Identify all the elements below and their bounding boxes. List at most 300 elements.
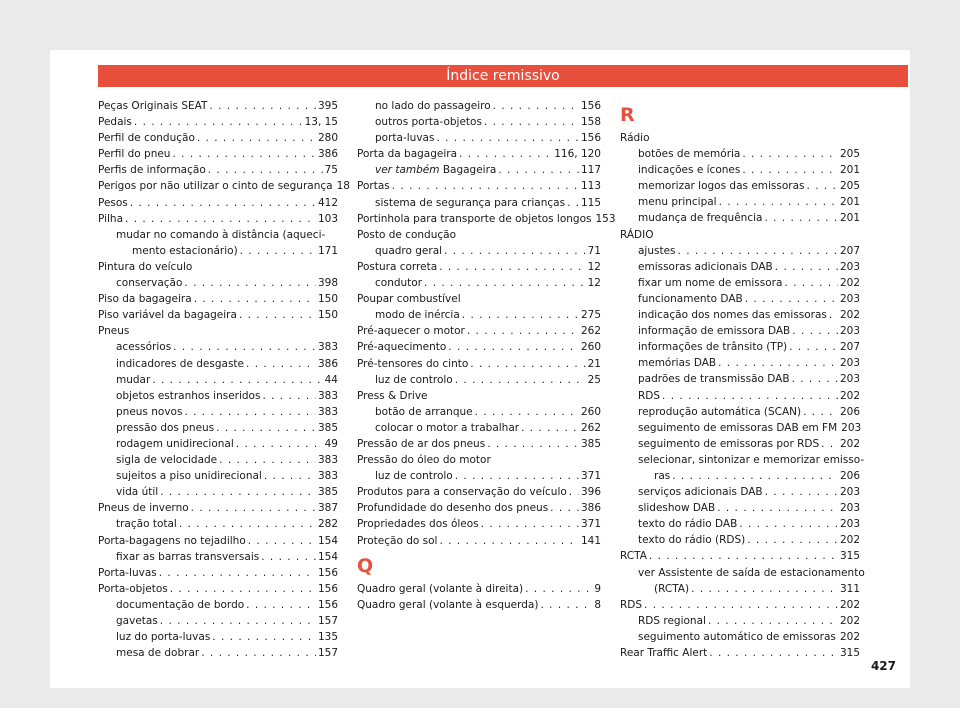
- entry-text: Porta da bagageira: [357, 148, 458, 161]
- page-reference: 150: [317, 293, 338, 306]
- dot-leader: [239, 307, 316, 323]
- entry-text: seguimento de emissoras por RDS: [638, 437, 820, 450]
- page-reference: 44: [324, 373, 338, 386]
- page-reference: 203: [839, 373, 860, 386]
- page-reference: 113: [580, 180, 601, 193]
- index-subentry: [98, 275, 338, 291]
- entry-text: Rear Traffic Alert: [620, 647, 708, 659]
- page-reference: 201: [839, 196, 860, 209]
- page-reference: 117: [580, 164, 601, 177]
- entry-text: Postura correta: [357, 260, 438, 273]
- page-reference: 202: [839, 534, 860, 547]
- page-reference: 9: [594, 582, 601, 595]
- entry-text: modo de inércia: [375, 309, 460, 322]
- entry-text: Pressão de ar dos pneus: [357, 437, 486, 450]
- entry-text: seguimento de emissoras DAB em FM: [638, 421, 838, 434]
- entry-text: fixar um nome de emissora: [638, 276, 783, 289]
- entry-text: fixar as barras transversais: [116, 550, 260, 563]
- entry-text: Porta-objetos: [98, 582, 168, 595]
- entry-text: botões de memória: [638, 148, 741, 161]
- index-subentry: [620, 291, 860, 307]
- page-reference: 396: [580, 486, 601, 499]
- page-reference: 156: [317, 582, 338, 595]
- index-subentry: [98, 629, 338, 645]
- section-letter: Q: [357, 554, 374, 577]
- dot-leader: [521, 420, 579, 436]
- entry-text: Pedais: [98, 116, 132, 129]
- page-reference: 49: [324, 437, 338, 450]
- entry-text: Perfis de informação: [98, 164, 206, 177]
- dot-leader: [644, 597, 838, 613]
- index-entry: [98, 114, 338, 130]
- dot-leader: [784, 275, 838, 291]
- entry-text: Perfil de condução: [98, 132, 195, 145]
- entry-text: porta-luvas: [375, 132, 435, 145]
- dot-leader: [439, 259, 585, 275]
- dot-leader: [134, 114, 303, 130]
- entry-text: texto do rádio DAB: [638, 518, 738, 531]
- dot-leader: [484, 114, 579, 130]
- entry-text: RDS regional: [638, 614, 706, 627]
- dot-leader: [709, 645, 838, 661]
- dot-leader: [829, 307, 838, 323]
- dot-leader: [448, 339, 579, 355]
- page-reference: 203: [839, 325, 860, 338]
- index-entry: [620, 548, 860, 564]
- entry-text: pneus novos: [116, 405, 183, 418]
- page-reference: 383: [317, 389, 338, 402]
- dot-leader: [550, 500, 579, 516]
- index-subentry: [620, 323, 860, 339]
- entry-text: Pesos: [98, 196, 128, 209]
- dot-leader: [160, 484, 316, 500]
- page-reference: 13, 15: [304, 116, 338, 129]
- page-title: Índice remissivo: [98, 65, 908, 87]
- page-reference: 371: [580, 470, 601, 483]
- entry-text: Propriedades dos óleos: [357, 518, 479, 531]
- entry-text: Pré-tensores do cinto: [357, 357, 469, 370]
- index-entry: [98, 195, 338, 211]
- index-entry: [98, 533, 338, 549]
- page-reference: 141: [580, 534, 601, 547]
- page-reference: 75: [324, 164, 338, 177]
- entry-text: memórias DAB: [638, 357, 717, 370]
- index-entry: [357, 597, 601, 613]
- entry-text: indicação dos nomes das emissoras: [638, 309, 827, 322]
- index-entry: [357, 533, 601, 549]
- entry-text: Profundidade do desenho dos pneus: [357, 502, 549, 515]
- entry-text: RCTA: [620, 550, 647, 563]
- index-subentry: [357, 275, 601, 291]
- dot-leader: [439, 533, 579, 549]
- index-entry: Poupar combustível: [357, 293, 461, 306]
- dot-leader: [191, 500, 316, 516]
- dot-leader: [672, 468, 838, 484]
- page-reference: 8: [594, 598, 601, 611]
- dot-leader: [444, 243, 586, 259]
- index-subentry: [357, 468, 601, 484]
- entry-text: (RCTA): [654, 582, 690, 595]
- page-reference: 387: [317, 502, 338, 515]
- index-subentry: ver Assistente de saída de estacionamento: [638, 566, 865, 579]
- index-subentry: [620, 355, 860, 371]
- index-subentry: [357, 243, 601, 259]
- dot-leader: [172, 146, 315, 162]
- entry-text: Pneus de inverno: [98, 502, 189, 515]
- index-entry: [98, 162, 338, 178]
- index-column-2: [357, 98, 616, 613]
- index-subentry: [98, 613, 338, 629]
- index-subentry: [620, 162, 860, 178]
- entry-text: pressão dos pneus: [116, 421, 215, 434]
- entry-text: colocar o motor a trabalhar: [375, 421, 520, 434]
- page-reference: 205: [839, 148, 860, 161]
- index-entry: [357, 146, 601, 162]
- index-subentry: [357, 307, 601, 323]
- entry-text: conservação: [116, 277, 183, 290]
- dot-leader: [152, 372, 322, 388]
- entry-text: luz do porta-luvas: [116, 631, 211, 644]
- dot-leader: [424, 275, 586, 291]
- page-reference: 156: [317, 598, 338, 611]
- entry-text: slideshow DAB: [638, 502, 716, 515]
- index-column-3: [620, 98, 865, 661]
- dot-leader: [498, 162, 579, 178]
- index-entry: [98, 291, 338, 307]
- entry-text: Porta-luvas: [98, 566, 157, 579]
- index-subentry: [357, 404, 601, 420]
- entry-text: Pilha: [98, 212, 124, 225]
- index-subentry: [98, 404, 338, 420]
- dot-leader: [745, 291, 838, 307]
- page-reference: 18: [336, 180, 350, 193]
- page-reference: 150: [317, 309, 338, 322]
- index-subentry: [98, 549, 338, 565]
- page-reference: 206: [839, 469, 860, 482]
- page-reference: 158: [580, 116, 601, 129]
- index-entry: [620, 597, 860, 613]
- dot-leader: [436, 130, 579, 146]
- section-letter: R: [620, 104, 635, 126]
- dot-leader: [194, 291, 316, 307]
- index-subentry: [357, 372, 601, 388]
- index-subentry: [620, 484, 860, 500]
- cross-reference-target: Bagageira: [442, 164, 497, 177]
- dot-leader: [208, 162, 323, 178]
- entry-text: tração total: [116, 518, 177, 531]
- entry-text: texto do rádio (RDS): [638, 534, 746, 547]
- dot-leader: [248, 533, 316, 549]
- page-reference: 386: [317, 148, 338, 161]
- index-subentry: [98, 243, 338, 259]
- dot-leader: [739, 516, 838, 532]
- page-reference: 386: [580, 502, 601, 515]
- index-subentry: [98, 484, 338, 500]
- index-subentry: [357, 195, 601, 211]
- page-reference: 203: [839, 518, 860, 531]
- page-reference: 201: [839, 212, 860, 225]
- page-reference: 203: [839, 260, 860, 273]
- index-subentry: [620, 581, 860, 597]
- index-subentry: [98, 420, 338, 436]
- dot-leader: [246, 356, 316, 372]
- dot-leader: [775, 259, 838, 275]
- dot-leader: [821, 436, 838, 452]
- page-reference: 205: [839, 180, 860, 193]
- page-reference: 386: [317, 357, 338, 370]
- entry-text: informação de emissora DAB: [638, 325, 791, 338]
- dot-leader: [803, 404, 838, 420]
- page-reference: 383: [317, 405, 338, 418]
- dot-leader: [264, 468, 316, 484]
- index-subentry: [98, 436, 338, 452]
- page-reference: 115: [580, 196, 601, 209]
- dot-leader: [197, 130, 316, 146]
- entry-text: quadro geral: [375, 244, 443, 257]
- page-reference: 371: [580, 518, 601, 531]
- entry-text: reprodução automática (SCAN): [638, 405, 802, 418]
- index-subentry: [620, 388, 860, 404]
- entry-text: sigla de velocidade: [116, 454, 218, 467]
- dot-leader: [493, 98, 579, 114]
- page-reference: 116, 120: [554, 148, 601, 161]
- index-entry: Pintura do veículo: [98, 260, 193, 273]
- dot-leader: [691, 581, 838, 597]
- page-reference: 260: [580, 341, 601, 354]
- entry-text: menu principal: [638, 196, 717, 209]
- dot-leader: [216, 420, 316, 436]
- page-reference: 171: [317, 244, 338, 257]
- dot-leader: [209, 98, 316, 114]
- page-reference: 202: [839, 614, 860, 627]
- dot-leader: [262, 388, 316, 404]
- index-subentry: [357, 114, 601, 130]
- index-entry: [357, 356, 601, 372]
- entry-text: [375, 162, 496, 178]
- index-subentry: [98, 516, 338, 532]
- index-subentry: [98, 356, 338, 372]
- page-reference: 12: [587, 277, 601, 290]
- entry-text: funcionamento DAB: [638, 292, 743, 305]
- index-entry: [98, 581, 338, 597]
- entry-text: mento estacionário): [132, 244, 238, 257]
- page-reference: 201: [839, 164, 860, 177]
- index-page: [50, 50, 910, 688]
- entry-text: Pré-aquecer o motor: [357, 325, 465, 338]
- entry-text: Quadro geral (volante à direita): [357, 582, 524, 595]
- index-entry: [620, 645, 860, 661]
- page-reference: 203: [839, 502, 860, 515]
- dot-leader: [708, 613, 838, 629]
- index-subentry: [98, 339, 338, 355]
- dot-leader: [201, 645, 316, 661]
- index-subentry: [620, 613, 860, 629]
- entry-text: Porta-bagagens no tejadilho: [98, 534, 246, 547]
- page-reference: 135: [317, 631, 338, 644]
- dot-leader: [392, 178, 579, 194]
- entry-text: outros porta-objetos: [375, 116, 482, 129]
- index-subentry: [357, 98, 601, 114]
- dot-leader: [475, 404, 579, 420]
- entry-text: botão de arranque: [375, 405, 473, 418]
- page-reference: 157: [317, 615, 338, 627]
- entry-text: sujeitos a piso unidirecional: [116, 470, 262, 483]
- page-reference: 385: [580, 437, 601, 450]
- dot-leader: [792, 371, 838, 387]
- dot-leader: [184, 404, 316, 420]
- page-reference: 385: [317, 486, 338, 499]
- entry-text: mudar: [116, 373, 151, 386]
- page-reference: 383: [317, 341, 338, 354]
- page-reference: 385: [317, 421, 338, 434]
- page-reference: 311: [839, 582, 860, 595]
- page-reference: 315: [839, 550, 860, 563]
- dot-leader: [742, 146, 838, 162]
- entry-text: Portinhola para transporte de objetos longos: [357, 212, 592, 225]
- dot-leader: [678, 243, 838, 259]
- index-subentry: [620, 371, 860, 387]
- index-subentry: [620, 532, 860, 548]
- dot-leader: [540, 597, 592, 613]
- entry-text: Perfil do pneu: [98, 148, 171, 161]
- dot-leader: [125, 211, 316, 227]
- entry-text: objetos estranhos inseridos: [116, 389, 261, 402]
- dot-leader: [807, 178, 838, 194]
- entry-text: RDS: [620, 598, 643, 611]
- page-reference: 103: [317, 212, 338, 225]
- page-reference: 156: [317, 566, 338, 579]
- page-reference: 398: [317, 277, 338, 290]
- page-number: 427: [870, 659, 896, 673]
- dot-leader: [459, 146, 552, 162]
- dot-leader: [718, 355, 838, 371]
- dot-leader: [261, 549, 316, 565]
- page-reference: 262: [580, 421, 601, 434]
- dot-leader: [184, 275, 316, 291]
- index-entry: [98, 211, 338, 227]
- page-reference: 156: [580, 132, 601, 145]
- dot-leader: [789, 339, 838, 355]
- entry-text: serviços adicionais DAB: [638, 486, 763, 499]
- page-reference: 260: [580, 405, 601, 418]
- page-reference: 383: [317, 454, 338, 467]
- index-entry: [98, 98, 338, 114]
- dot-leader: [567, 195, 579, 211]
- index-subentry: [620, 243, 860, 259]
- index-subentry: [620, 210, 860, 226]
- entry-text: mudança de frequência: [638, 212, 763, 225]
- entry-text: luz de controlo: [375, 470, 453, 483]
- entry-text: gavetas: [116, 615, 158, 627]
- page-reference: 154: [317, 550, 338, 563]
- dot-leader: [455, 468, 579, 484]
- index-subentry: [620, 194, 860, 210]
- dot-leader: [219, 452, 316, 468]
- index-subentry: [98, 468, 338, 484]
- index-subentry: [357, 130, 601, 146]
- page-reference: 207: [839, 244, 860, 257]
- dot-leader: [481, 516, 579, 532]
- page-reference: 157: [317, 647, 338, 660]
- entry-text: condutor: [375, 277, 423, 290]
- index-subentry: [98, 645, 338, 661]
- index-entry: Rádio: [620, 132, 650, 144]
- index-subentry: [98, 597, 338, 613]
- entry-text: memorizar logos das emissoras: [638, 180, 805, 193]
- page-reference: 202: [839, 276, 860, 289]
- index-subentry: [620, 468, 860, 484]
- dot-leader: [462, 307, 579, 323]
- index-subentry: [620, 307, 860, 323]
- dot-leader: [569, 484, 579, 500]
- entry-text: Piso variável da bagageira: [98, 309, 237, 322]
- index-subentry: [620, 259, 860, 275]
- entry-text: sistema de segurança para crianças: [375, 196, 566, 209]
- index-entry: RÁDIO: [620, 228, 654, 241]
- index-subentry: [620, 339, 860, 355]
- index-entry: Posto de condução: [357, 228, 456, 241]
- index-subentry: [620, 629, 860, 645]
- entry-text: Peças Originais SEAT: [98, 100, 208, 112]
- page-reference: 282: [317, 518, 338, 531]
- entry-text: RDS: [638, 389, 661, 402]
- dot-leader: [765, 484, 838, 500]
- index-subentry: [98, 452, 338, 468]
- index-entry: [357, 484, 601, 500]
- index-subentry: selecionar, sintonizar e memorizar emisso-: [638, 453, 865, 466]
- index-entry: Pressão do óleo do motor: [357, 454, 491, 467]
- index-entry: [98, 146, 338, 162]
- entry-text: Produtos para a conservação do veículo: [357, 486, 567, 499]
- entry-text: Piso da bagageira: [98, 293, 192, 306]
- dot-leader: [747, 532, 838, 548]
- index-subentry: [620, 500, 860, 516]
- page-reference: 21: [587, 357, 601, 370]
- index-subentry: [98, 372, 338, 388]
- index-entry: Press & Drive: [357, 389, 428, 402]
- page-reference: 154: [317, 534, 338, 547]
- index-entry: [98, 178, 350, 194]
- page-reference: 156: [580, 100, 601, 112]
- entry-text: Portas: [357, 180, 390, 193]
- page-reference: 275: [580, 309, 601, 322]
- entry-text: ajustes: [638, 244, 676, 257]
- page-reference: 202: [839, 630, 860, 643]
- dot-leader: [179, 516, 316, 532]
- dot-leader: [173, 339, 316, 355]
- page-reference: 383: [317, 470, 338, 483]
- entry-text: vida útil: [116, 486, 159, 499]
- page-reference: 395: [317, 100, 338, 112]
- index-entry: [98, 565, 338, 581]
- entry-text: emissoras adicionais DAB: [638, 260, 773, 273]
- index-entry: [357, 339, 601, 355]
- dot-leader: [160, 613, 316, 629]
- entry-text: rodagem unidirecional: [116, 437, 234, 450]
- index-column-1: [98, 98, 350, 661]
- page-reference: 153: [595, 212, 616, 225]
- index-entry: [357, 516, 601, 532]
- entry-text: seguimento automático de emissoras: [638, 630, 836, 643]
- page-reference: 280: [317, 132, 338, 145]
- page-reference: 202: [839, 598, 860, 611]
- index-entry: Pneus: [98, 325, 130, 338]
- index-subentry: [620, 146, 860, 162]
- entry-text: indicadores de desgaste: [116, 357, 245, 370]
- page-reference: 202: [839, 437, 860, 450]
- index-subentry: [620, 516, 860, 532]
- page-reference: 207: [839, 341, 860, 354]
